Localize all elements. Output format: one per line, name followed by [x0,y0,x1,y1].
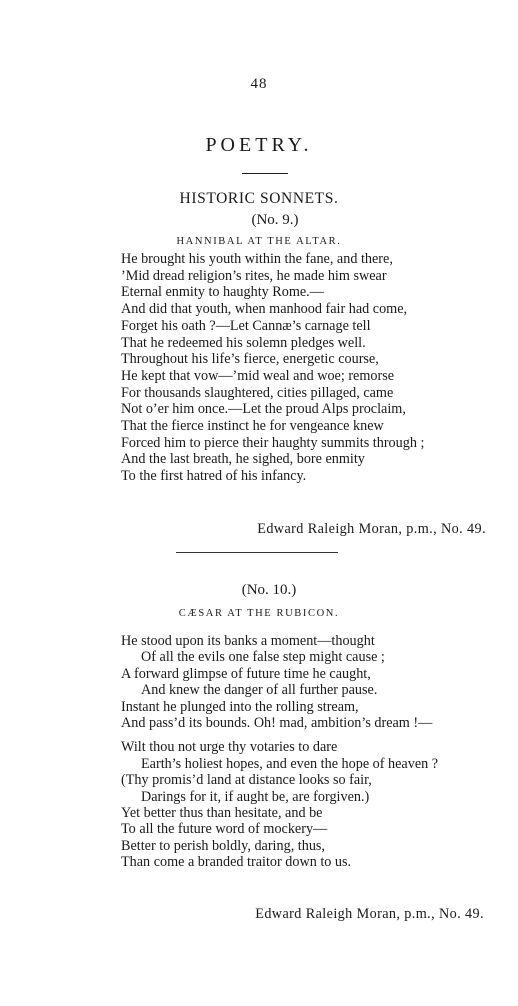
poem-line: Better to perish boldly, daring, thus, [121,837,325,854]
poem-line: Wilt thou not urge thy votaries to dare [121,739,338,756]
poem-line: For thousands slaughtered, cities pillaged, came [121,384,394,401]
poem-line: (Thy promis’d land at distance looks so fair, [121,772,372,789]
page-number: 48 [250,76,268,92]
poem-line: Of all the evils one false step might cause ; [141,649,385,666]
section-divider [176,552,338,553]
poem-line: He stood upon its banks a moment—thought [121,633,375,649]
poem-line: And did that youth, when manhood fair had come, [121,301,408,318]
poem-line: And the last breath, he sighed, bore enmity [121,451,365,468]
author-signature: Edward Raleigh Moran, p.m., No. 49. [257,521,486,537]
poem-line: Throughout his life’s fierce, energetic course, [121,351,379,368]
poem-line: Earth’s holiest hopes, and even the hope of heaven ? [141,755,439,772]
poem-line: And pass’d its bounds. Oh! mad, ambition’s dream !— [121,715,433,732]
sonnets-heading: HISTORIC SONNETS. [179,190,339,207]
poem-line: To all the future word of mockery— [121,821,328,838]
section-title: POETRY. [205,134,313,156]
poem-line: And knew the danger of all further pause. [141,682,378,699]
poem-line: Than come a branded traitor down to us. [121,854,352,871]
poem-line: That the fierce instinct he for vengeance knew [121,418,384,435]
poem-line: Yet better thus than hesitate, and be [121,805,323,822]
sonnet-number: (No. 10.) [241,582,297,598]
sonnet-number: (No. 9.) [251,212,299,228]
title-divider [242,173,288,174]
poem-line: To the first hatred of his infancy. [121,468,307,485]
poem-line: That he redeemed his solemn pledges well. [121,334,366,351]
poem-line: A forward glimpse of future time he caught, [121,665,371,682]
poem-line: Eternal enmity to haughty Rome.— [121,284,324,301]
poem-line: Not o’er him once.—Let the proud Alps proclaim, [121,401,406,418]
poem-title: CÆSAR AT THE RUBICON. [178,608,340,619]
poem-line: He kept that vow—’mid weal and woe; remorse [121,367,395,384]
poem-line: He brought his youth within the fane, and there, [121,251,393,267]
poem-line: Darings for it, if aught be, are forgiven.) [141,788,370,805]
author-signature: Edward Raleigh Moran, p.m., No. 49. [255,906,484,922]
poem-body [121,251,424,485]
poem-line: Forget his oath ?—Let Cannæ’s carnage tell [121,317,371,334]
poem-line: Instant he plunged into the rolling stream, [121,698,359,715]
poem-line: ’Mid dread religion’s rites, he made him swear [121,267,387,284]
poem-title: HANNIBAL AT THE ALTAR. [176,236,342,247]
poem-body [121,633,438,871]
poem-line: Forced him to pierce their haughty summits through ; [121,434,425,451]
